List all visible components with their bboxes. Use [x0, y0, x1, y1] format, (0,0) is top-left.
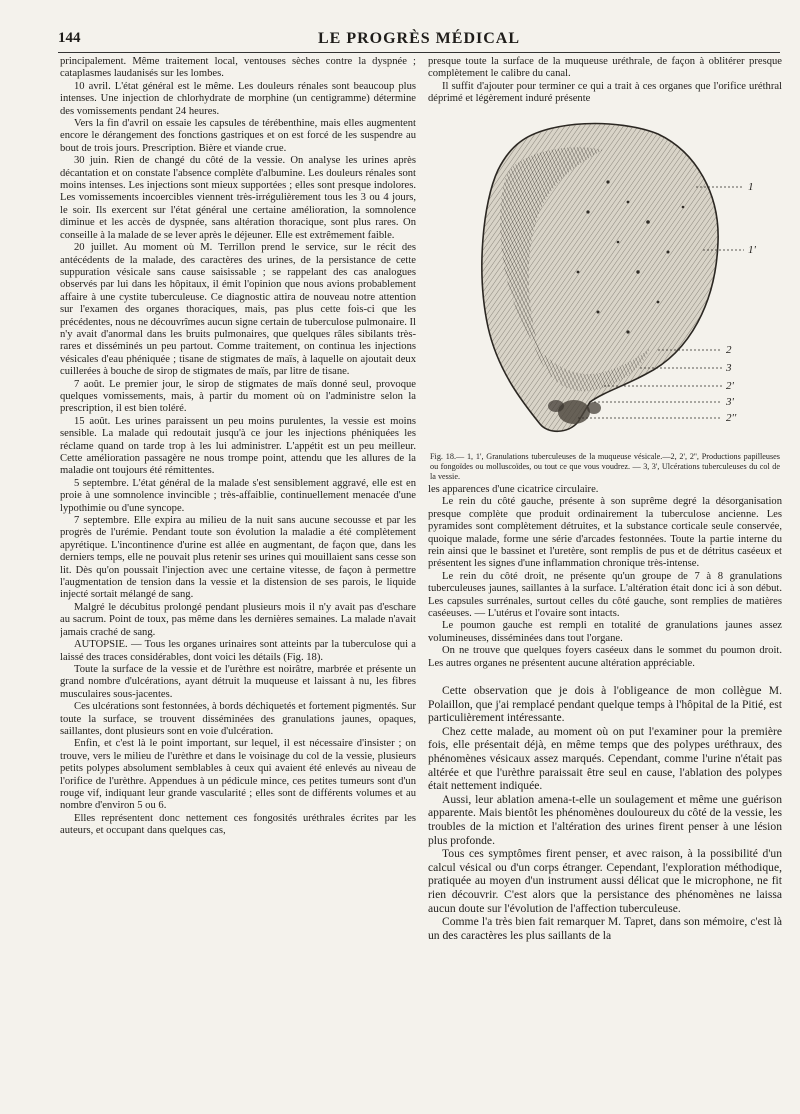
figure-label: 2'': [726, 412, 737, 424]
figure-label: 1: [748, 181, 754, 193]
figure-label: 3': [726, 396, 734, 408]
figure-caption: Fig. 18.— 1, 1', Granulations tuberculeuses de la muqueuse vésicale.—2, 2', 2'', Productions papilleuses ou fongoïdes ou molluscoïdes, ou tout ce que vous voudrez. — 3, 3', Ulcérations tuberculeuses du col de la vessie.: [430, 452, 780, 481]
figure-label: 1': [748, 244, 756, 256]
figure-18: [428, 112, 782, 452]
right-column-bottom: [428, 484, 782, 1108]
paragraph: On ne trouve que quelques foyers caséeux dans le sommet du poumon droit. Les autres organes ne présentent aucune altération appréciable.: [428, 645, 782, 669]
paragraph: Toute la surface de la vessie et de l'urèthre est noirâtre, marbrée et présente un grand nombre d'ulcérations, ayant détruit la muqueuse et laissant à nu, les fibres musculaires sous-jacentes.: [60, 663, 416, 700]
figure-label: 2': [726, 380, 734, 392]
paragraph: Tous ces symptômes firent penser, et avec raison, à la possibilité d'un calcul vésical ou d'un corps étranger. Cependant, l'exploration méthodique, pratiquée au moyen d'un instrument aussi délicat que le microphone, ne fit rien découvrir. C'est alors que la persistance des phénomènes ne laissa aucun doute sur l'évolution de l'affection tuberculeuse.: [428, 847, 782, 915]
paragraph: presque toute la surface de la muqueuse uréthrale, de façon à oblitérer presque complètement le calibre du canal.: [428, 56, 782, 80]
figure-label: 2: [726, 344, 732, 356]
paragraph: 30 juin. Rien de changé du côté de la vessie. On analyse les urines après décantation et on constate l'absence complète d'albumine. Les douleurs rénales sont moins intenses. Les injections sont mieux supportées ; elles sont presque indolores. Les vomissements incoercibles viennent très-irrégulièrement tous les 3 ou 4 jours, le soir. Ils exercent sur l'état général une certaine amélioration, la somnolence diminue et les accès de dyspnée, sans altération thoracique, sont plus rares. On conseille à la malade de se lever après le déjeuner. Elle est extrêmement faible.: [60, 155, 416, 241]
paragraph: Ces ulcérations sont festonnées, à bords déchiquetés et fortement pigmentés. Sur toute la surface, se trouvent disséminées des granulations jaunes, opaques, saillantes, dont plusieurs sont en voie d'ulcération.: [60, 701, 416, 737]
paragraph: Vers la fin d'avril on essaie les capsules de térébenthine, mais elles augmentent encore le dérangement des fonctions gastriques et on est forcé de les suspendre au bout de trois jours. Prescription. Bière et viande crue.: [60, 118, 416, 154]
paragraph: 7 septembre. Elle expira au milieu de la nuit sans aucune secousse et par les progrès de l'urémie. Pendant toute son évolution la maladie a été complètement apyrétique. L'incontinence d'urine est allée en augmentant, de façon que, dans les derniers temps, elle ne pouvait plus retenir ses urines qui mouillaient sans cesse son lit. Dès qu'on poussait l'injection avec une certaine vitesse, de façon à permettre l'augmentation de tension dans la vessie et la distension de ses parois, le liquide injecté sortait mélangé de sang.: [60, 515, 416, 601]
paragraph: Comme l'a très bien fait remarquer M. Tapret, dans son mémoire, c'est là un des caractères les plus saillants de la: [428, 915, 782, 942]
right-column-top: [428, 56, 782, 108]
page-header: [58, 28, 780, 53]
paragraph: principalement. Même traitement local, ventouses sèches contre la dyspnée ; cataplasmes laudanisés sur les lombes.: [60, 56, 416, 80]
paragraph: les apparences d'une cicatrice circulaire.: [428, 484, 599, 495]
paragraph: Aussi, leur ablation amena-t-elle un soulagement et même une guérison apparente. Mais bientôt les phénomènes douloureux du côté de la vessie, les troubles de la miction et l'altération des urines firent penser à une lésion plus profonde.: [428, 792, 782, 847]
bladder-illustration: [428, 112, 782, 452]
paragraph: Chez cette malade, au moment où on put l'examiner pour la première fois, elle présentait déjà, en même temps que des polypes uréthraux, des phénomènes vésicaux assez marqués. Cependant, comme l'urine n'était pas altérée et que l'urèthre paraissait être seul en cause, l'ablation des polypes était nettement indiquée.: [428, 724, 782, 793]
left-column: [60, 56, 416, 1106]
paragraph: AUTOPSIE. — Tous les organes urinaires sont atteints par la tuberculose qui a laissé des traces considérables, dont voici les détails (Fig. 18).: [60, 639, 416, 663]
paragraph: Il suffit d'ajouter pour terminer ce qui a trait à ces organes que l'orifice uréthral déprimé et légèrement induré présente: [428, 80, 782, 105]
page-number: 144: [58, 30, 81, 46]
paragraph: 20 juillet. Au moment où M. Terrillon prend le service, sur le récit des antécédents de la malade, des caractères des urines, de la persistance de cette suppuration vésicale sans cause saisissable ; se rappelant des cas analogues observés par lui dans les hôpitaux, il émit l'opinion que nous avions probablement affaire à une cystite tuberculeuse. Ce diagnostic attira de nouveau notre attention sur l'examen des organes thoraciques, mais, pas plus cette fois-ci que les précédentes, nous ne découvrîmes aucun signe certain de tuberculose pulmonaire. Il n'y avait d'anormal dans les bruits pulmonaires, que quelques râles sibilants très-rares et disséminés un peu partout. Comme traitement, on continua les injections vésicales d'eau phéniquée ; tisane de stigmates de maïs, à laquelle on ajoutait deux cuillerées à bouche de sirop de stigmates de maïs, par litre de tisane.: [60, 242, 416, 378]
paragraph: Le rein du côté gauche, présente à son suprême degré la désorganisation presque complète que produit ordinairement la tuberculose ancienne. Les pyramides sont complètement détruites, et la substance corticale seule conservée, quoique malade, forme une série d'arcades festonnées. Toute la partie interne du rein ainsi que le bassinet et l'uretère, sont remplis de pus et de détritus caséeux et présentent les signes d'une inflammation chronique très-intense.: [428, 496, 782, 570]
paragraph: Le rein du côté droit, ne présente qu'un groupe de 7 à 8 granulations tuberculeuses jaunes, saillantes à la surface. L'altération était donc ici à son début. Les capsules surrénales, surtout celles du côté gauche, sont remplies de matières caséeuses. — L'utérus et l'ovaire sont intacts.: [428, 570, 782, 620]
paragraph: 5 septembre. L'état général de la malade s'est sensiblement aggravé, elle est en proie à une somnolence invincible ; très-affaiblie, continuellement menacée d'une lypothimie ou d'une syncope.: [60, 477, 416, 514]
paragraph: Cette observation que je dois à l'obligeance de mon collègue M. Polaillon, que j'ai remplacé pendant quelque temps à l'hôpital de la Pitié, est particulièrement intéressante.: [428, 684, 782, 725]
paragraph: 7 août. Le premier jour, le sirop de stigmates de maïs donné seul, provoque quelques vomissements, mais, à partir du moment où on l'administre selon la prescription, il est bien toléré.: [60, 378, 416, 415]
paragraph: 10 avril. L'état général est le même. Les douleurs rénales sont beaucoup plus intenses. Une injection de chlorhydrate de morphine (un centigramme) détermine des vomissements pendant 24 heures.: [60, 80, 416, 117]
paragraph: Malgré le décubitus prolongé pendant plusieurs mois il n'y avait pas d'eschare au sacrum. Point de toux, pas même dans les dernières semaines. La malade n'avait jamais craché de sang.: [60, 601, 416, 638]
figure-label: 3: [726, 362, 732, 374]
paragraph: Elles représentent donc nettement ces fongosités uréthrales écrites par les auteurs, et occupant dans quelques cas,: [60, 812, 416, 837]
paragraph: Enfin, et c'est là le point important, sur lequel, il est nécessaire d'insister ; on trouve, vers le milieu de l'urèthre et dans le voisinage du col de la vessie, plusieurs petits polypes absolument semblables à ceux qui avaient été enlevés au niveau de l'orifice de l'urèthre. Appendues à un pédicule mince, ces petites tumeurs sont d'un rouge vif, indiquant leur grande vascularité ; elles sont de différents volumes et au nombre d'environ 5 ou 6.: [60, 738, 416, 812]
journal-title: LE PROGRÈS MÉDICAL: [317, 30, 521, 47]
paragraph: 15 août. Les urines paraissent un peu moins purulentes, la vessie est moins sensible. La malade qui redoutait jusqu'à ce jour les injections phéniquées les réclame quand on tarde trop à les lui administrer. L'appétit est un peu meilleur. Cette amélioration passagère ne nous trompe point, attendu que les allures de la maladie ont toujours été rémittentes.: [60, 415, 416, 477]
paragraph: Le poumon gauche est rempli en totalité de granulations jaunes assez volumineuses, disséminées dans tout l'organe.: [428, 620, 782, 644]
